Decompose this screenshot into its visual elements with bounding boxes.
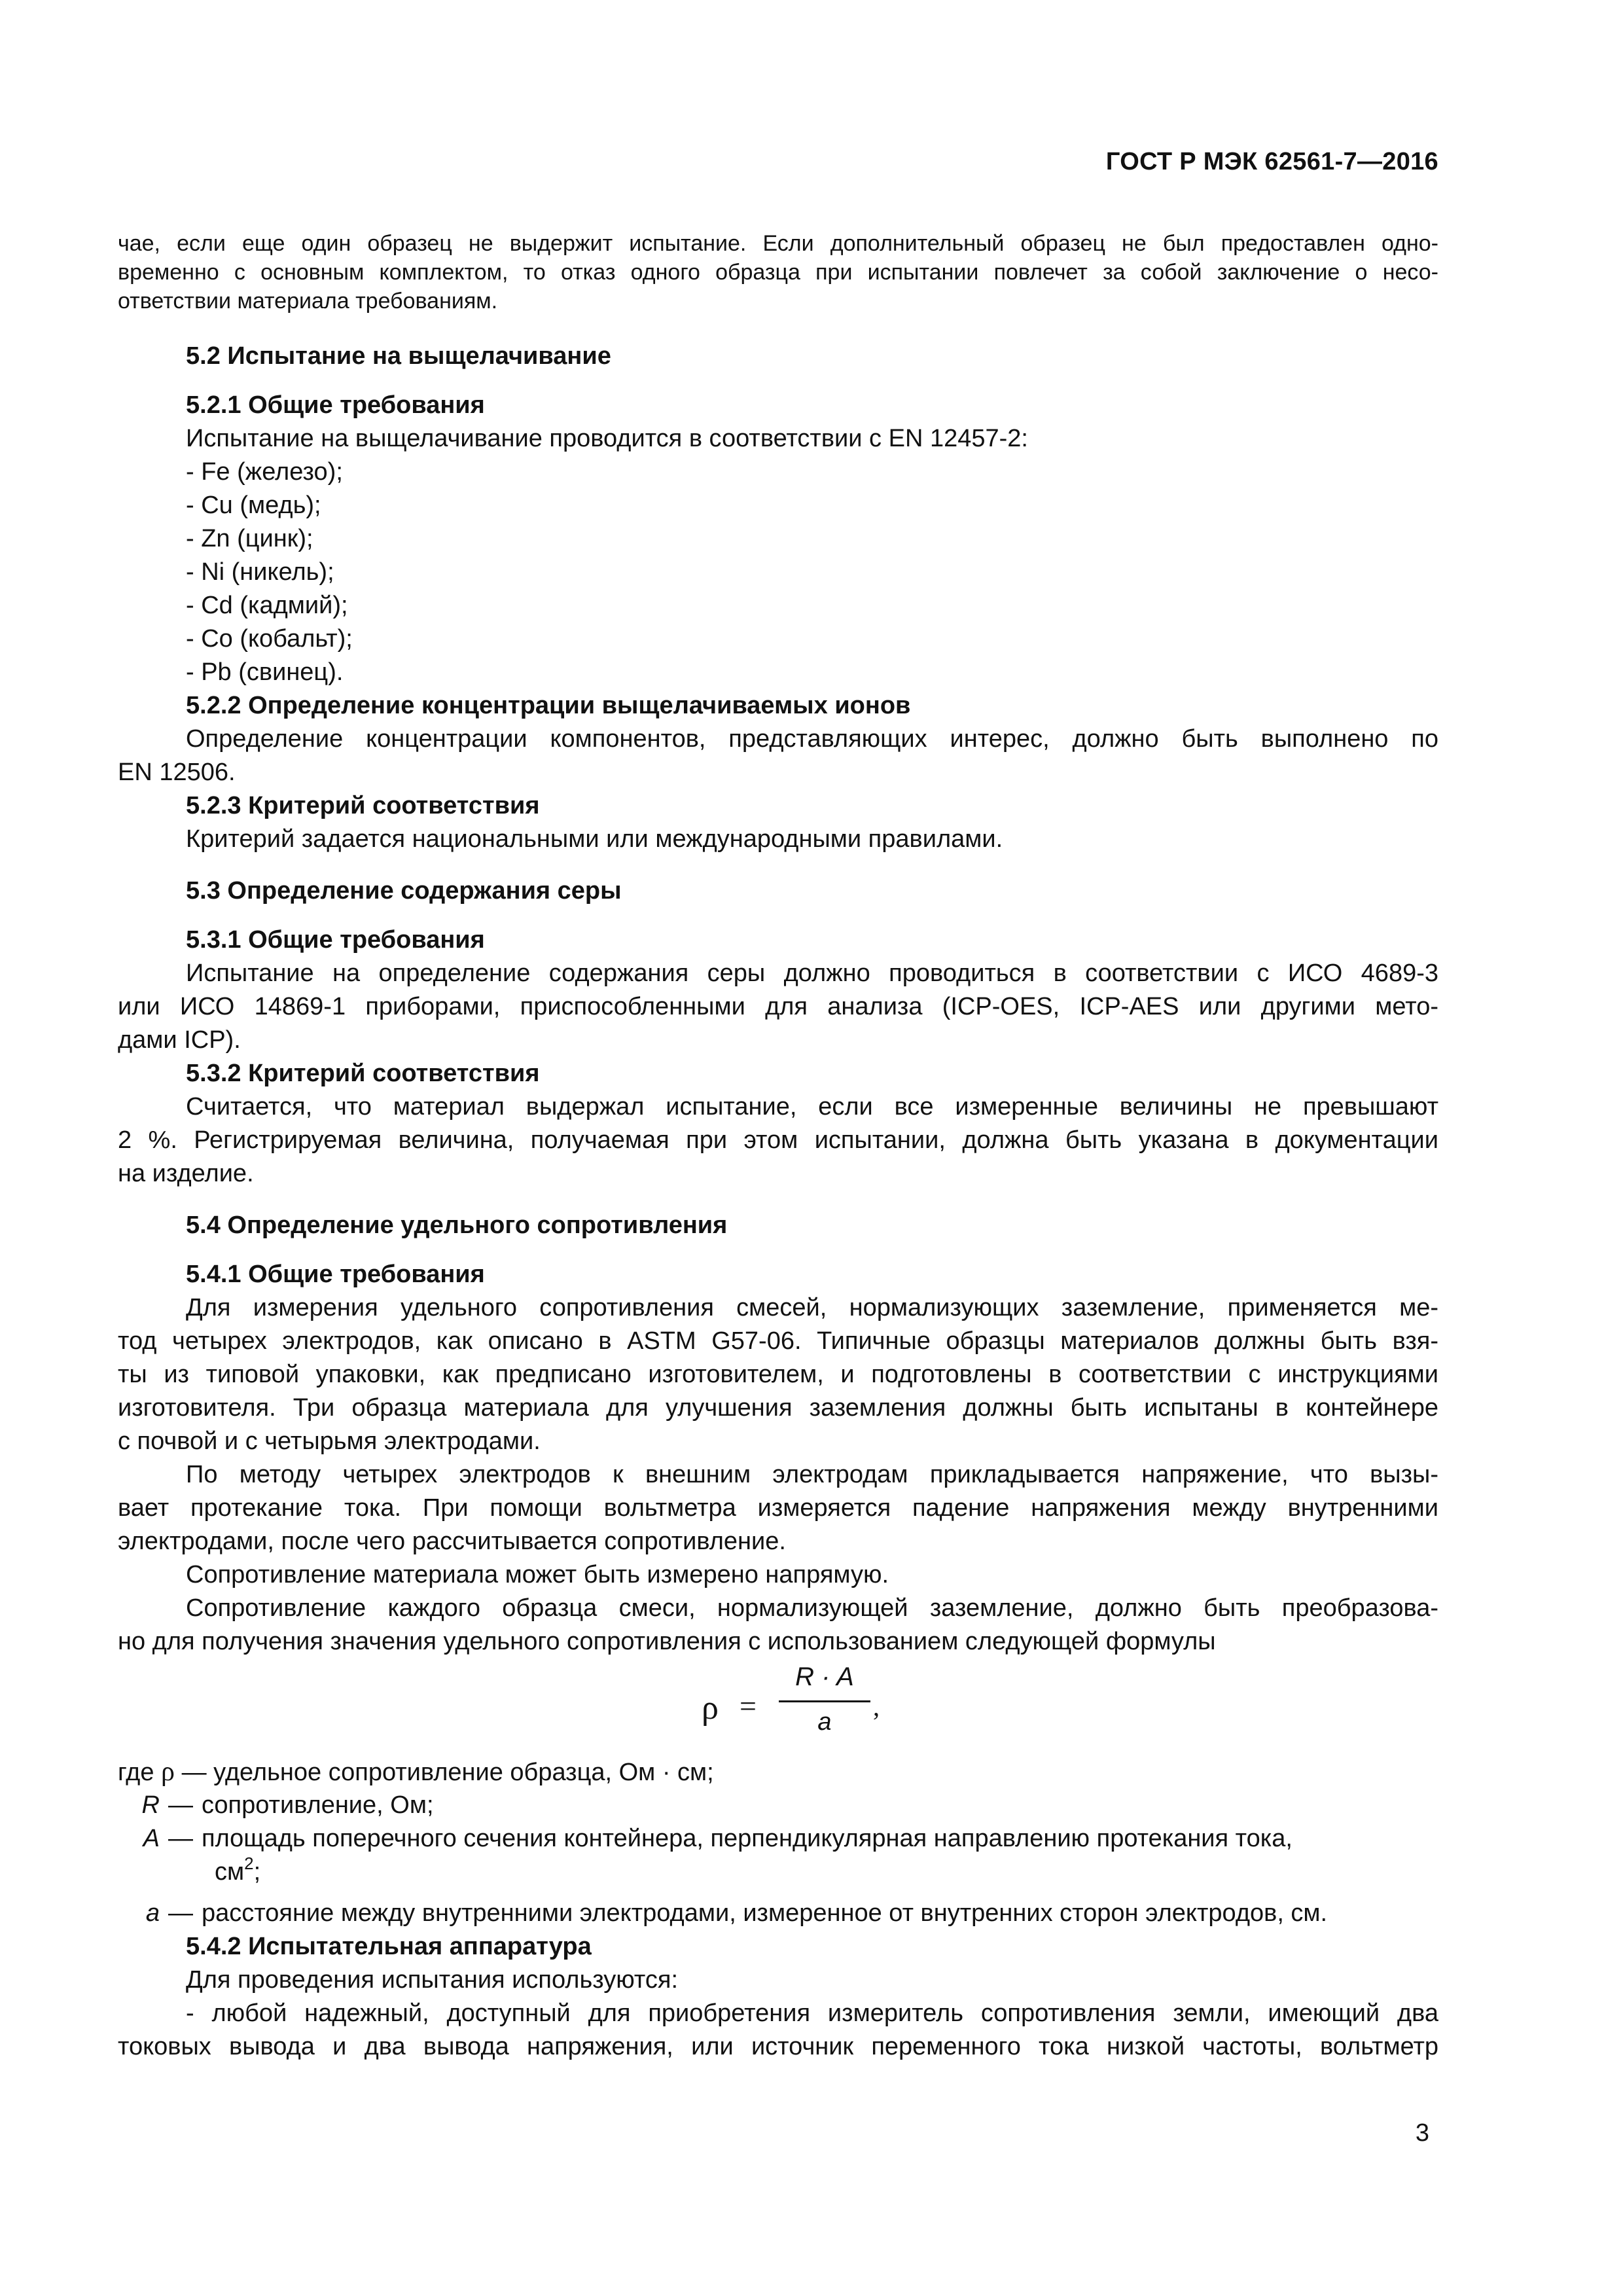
paragraph-line: но для получения значения удельного сопротивления с использованием следующей формулы bbox=[118, 1628, 1216, 1655]
formula-equals: = bbox=[740, 1689, 757, 1723]
paragraph-line: EN 12506. bbox=[118, 759, 236, 786]
paragraph-line: Определение концентрации компонентов, представляющих интерес, должно быть выполнено по bbox=[186, 725, 1438, 753]
where-prefix: где bbox=[118, 1759, 154, 1786]
list-item: - Ni (никель); bbox=[186, 558, 334, 586]
paragraph-line: изготовителя. Три образца материала для улучшения заземления должны быть испытаны в контейнере bbox=[118, 1394, 1438, 1422]
section-heading-5-3: 5.3 Определение содержания серы bbox=[186, 877, 622, 905]
paragraph-line: Считается, что материал выдержал испытание, если все измеренные величины не превышают bbox=[186, 1093, 1438, 1121]
formula-comma: , bbox=[873, 1692, 880, 1721]
section-heading-5-4: 5.4 Определение удельного сопротивления bbox=[186, 1211, 728, 1239]
continuation-paragraph bbox=[118, 229, 1438, 315]
where-dash: — bbox=[168, 1825, 193, 1852]
list-item: - Co (кобальт); bbox=[186, 625, 353, 653]
where-text: удельное сопротивление образца, Ом · см; bbox=[213, 1759, 714, 1786]
standard-header: ГОСТ Р МЭК 62561-7—2016 bbox=[1105, 148, 1438, 175]
list-item: - Fe (железо); bbox=[186, 458, 343, 486]
subsection-heading-5-2-2: 5.2.2 Определение концентрации выщелачиваемых ионов bbox=[186, 692, 911, 719]
where-symbol: A bbox=[143, 1825, 160, 1852]
paragraph-line: Испытание на выщелачивание проводится в соответствии с EN 12457-2: bbox=[186, 425, 1028, 452]
list-item: - Cu (медь); bbox=[186, 492, 321, 519]
paragraph-line: Сопротивление материала может быть измерено напрямую. bbox=[186, 1561, 889, 1588]
where-symbol: a bbox=[145, 1899, 160, 1927]
paragraph-line: электродами, после чего рассчитывается сопротивление. bbox=[118, 1528, 786, 1555]
paragraph-line: токовых вывода и два вывода напряжения, или источник переменного тока низкой частоты, вольтметр bbox=[118, 2033, 1438, 2060]
page-number: 3 bbox=[1415, 2119, 1429, 2147]
paragraph-line: ты из типовой упаковки, как предписано изготовителем, и подготовлены в соответствии с инструкциями bbox=[118, 1361, 1438, 1388]
fraction-bar bbox=[779, 1700, 870, 1702]
subsection-heading-5-3-2: 5.3.2 Критерий соответствия bbox=[186, 1060, 540, 1087]
where-definition bbox=[118, 1789, 1438, 1822]
paragraph-line: 2 %. Регистрируемая величина, получаемая при этом испытании, должна быть указана в документации bbox=[118, 1126, 1438, 1154]
where-dash: — bbox=[168, 1791, 193, 1819]
where-symbol: R bbox=[141, 1791, 160, 1819]
text-line: временно с основным комплектом, то отказ одного образца при испытании повлечет за собой заключение о несо- bbox=[118, 260, 1438, 285]
paragraph-line: дами ICP). bbox=[118, 1026, 241, 1054]
subsection-heading-5-2-3: 5.2.3 Критерий соответствия bbox=[186, 792, 540, 819]
paragraph-line: - любой надежный, доступный для приобретения измеритель сопротивления земли, имеющий два bbox=[186, 2000, 1438, 2027]
paragraph-line: на изделие. bbox=[118, 1160, 254, 1187]
where-dash: — bbox=[168, 1899, 193, 1927]
where-text: площадь поперечного сечения контейнера, перпендикулярная направлению протекания тока, bbox=[202, 1825, 1293, 1852]
paragraph-line: Для проведения испытания используются: bbox=[186, 1966, 679, 1994]
paragraph-line: Сопротивление каждого образца смеси, нормализующей заземление, должно быть преобразова- bbox=[186, 1594, 1438, 1622]
where-end: ; bbox=[253, 1858, 261, 1886]
where-symbol: ρ bbox=[161, 1757, 175, 1787]
where-definition-continued bbox=[215, 1856, 1535, 1889]
subsection-heading-5-2-1: 5.2.1 Общие требования bbox=[186, 391, 485, 419]
text-line: чае, если еще один образец не выдержит испытание. Если дополнительный образец не был предоставлен одно- bbox=[118, 231, 1438, 256]
paragraph-line: вает протекание тока. При помощи вольтметра измеряется падение напряжения между внутренними bbox=[118, 1494, 1438, 1522]
paragraph-line: Критерий задается национальными или международными правилами. bbox=[186, 825, 1003, 853]
subsection-heading-5-4-2: 5.4.2 Испытательная аппаратура bbox=[186, 1933, 592, 1960]
formula-denominator: a bbox=[817, 1708, 832, 1736]
paragraph-line: Испытание на определение содержания серы должно проводиться в соответствии с ИСО 4689-3 bbox=[186, 960, 1438, 987]
paragraph-line: тод четырех электродов, как описано в ASTM G57-06. Типичные образцы материалов должны быть взя- bbox=[118, 1327, 1438, 1355]
where-dash: — bbox=[181, 1759, 207, 1786]
subsection-heading-5-3-1: 5.3.1 Общие требования bbox=[186, 926, 485, 954]
list-item: - Pb (свинец). bbox=[186, 658, 344, 686]
formula-lhs: ρ bbox=[702, 1689, 719, 1727]
paragraph-line: с почвой и с четырьмя электродами. bbox=[118, 1427, 541, 1455]
where-definition bbox=[118, 1897, 1438, 1930]
paragraph-line: По методу четырех электродов к внешним электродам прикладывается напряжение, что вызы- bbox=[186, 1461, 1438, 1488]
unit-superscript: 2 bbox=[244, 1854, 254, 1873]
where-definition bbox=[118, 1822, 1438, 1856]
where-text: сопротивление, Ом; bbox=[202, 1791, 434, 1819]
where-unit: см bbox=[215, 1858, 245, 1886]
paragraph-line: или ИСО 14869-1 приборами, приспособленными для анализа (ICP-OES, ICP-AES или другими мето- bbox=[118, 993, 1438, 1020]
formula-numerator: R · A bbox=[795, 1662, 854, 1691]
text-line: ответствии материала требованиям. bbox=[118, 289, 498, 314]
where-definition bbox=[118, 1755, 1438, 1789]
paragraph-line: Для измерения удельного сопротивления смесей, нормализующих заземление, применяется ме- bbox=[186, 1294, 1438, 1321]
resistivity-formula bbox=[687, 1662, 936, 1754]
list-item: - Cd (кадмий); bbox=[186, 592, 348, 619]
list-item: - Zn (цинк); bbox=[186, 525, 313, 552]
section-heading-5-2: 5.2 Испытание на выщелачивание bbox=[186, 342, 611, 370]
subsection-heading-5-4-1: 5.4.1 Общие требования bbox=[186, 1261, 485, 1288]
where-text: расстояние между внутренними электродами, измеренное от внутренних сторон электродов, см. bbox=[202, 1899, 1328, 1927]
